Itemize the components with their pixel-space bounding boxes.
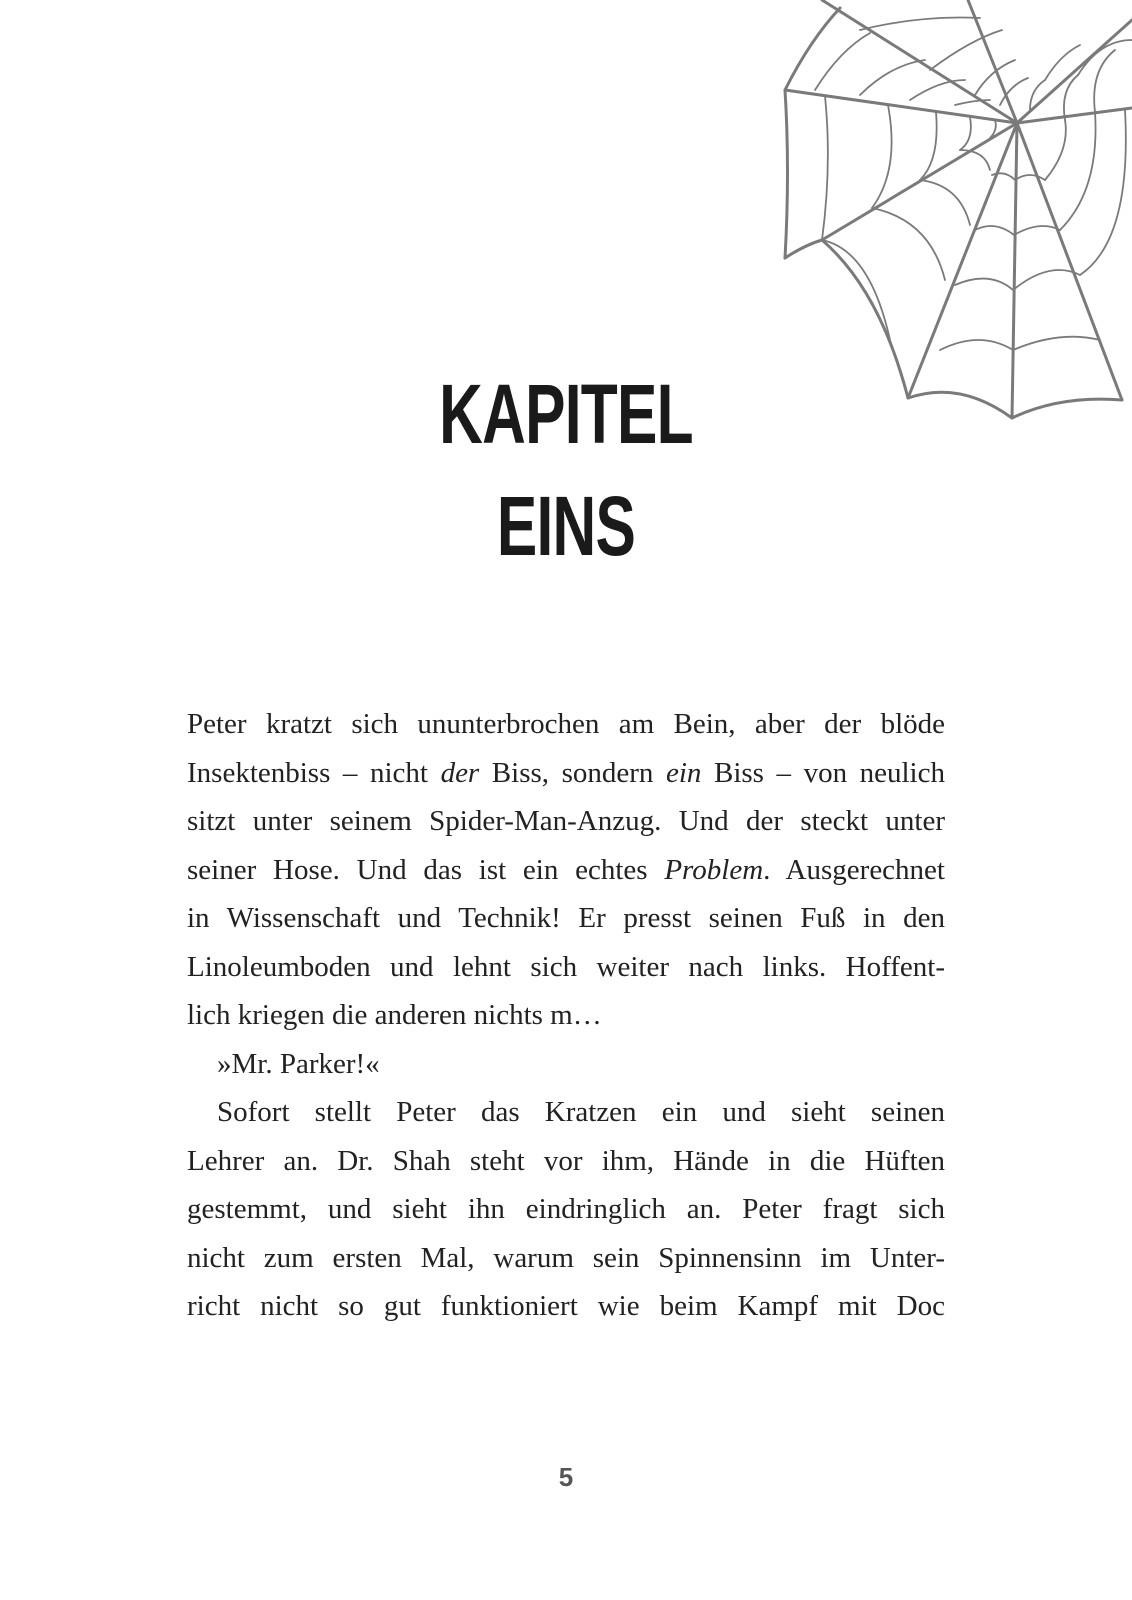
text-segment: richt nicht so gut funktioniert wie beim Kampf mit Doc: [187, 1290, 945, 1322]
text-line: [187, 749, 945, 798]
text-line: [187, 1234, 945, 1283]
text-segment: Linoleumboden und lehnt sich weiter nach links. Hoffent-: [187, 950, 945, 983]
paragraph: [187, 700, 945, 1040]
text-segment: Biss – von neulich: [701, 756, 945, 789]
body-text: [187, 700, 945, 1331]
text-line: [187, 894, 945, 943]
text-segment: Sofort stellt Peter das Kratzen ein und sieht seinen: [217, 1096, 945, 1128]
text-line: [187, 1282, 945, 1331]
emphasis-text: der: [440, 756, 480, 789]
text-segment: lich kriegen die anderen nichts m…: [187, 999, 602, 1031]
chapter-title-line-2: EINS: [496, 479, 636, 573]
page-number: 5: [558, 1462, 574, 1492]
emphasis-text: ein: [665, 756, 702, 789]
paragraph: [187, 1040, 945, 1089]
chapter-title: [158, 358, 973, 582]
text-segment: seiner Hose. Und das ist ein echtes: [187, 853, 665, 886]
text-segment: Insektenbiss – nicht: [187, 756, 441, 789]
text-segment: . Ausgerechnet: [763, 853, 945, 886]
text-line: [187, 991, 945, 1040]
text-line: [187, 797, 945, 846]
text-segment: Peter kratzt sich ununterbrochen am Bein, aber der blöde: [187, 708, 945, 740]
text-segment: nicht zum ersten Mal, warum sein Spinnensinn im Unter-: [187, 1241, 945, 1274]
text-segment: gestemmt, und sieht ihn eindringlich an. Peter fragt sich: [187, 1193, 945, 1225]
text-segment: »Mr. Parker!«: [217, 1047, 380, 1080]
text-line: [187, 1185, 945, 1234]
chapter-title-line-1: KAPITEL: [439, 367, 693, 461]
text-segment: in Wissenschaft und Technik! Er presst seinen Fuß in den: [187, 902, 945, 934]
paragraph: [187, 1088, 945, 1331]
text-line: [187, 700, 945, 749]
text-line: [187, 943, 945, 992]
text-segment: Biss, sondern: [479, 756, 666, 789]
text-segment: sitzt unter seinem Spider-Man-Anzug. Und der steckt unter: [187, 805, 945, 837]
text-line: [187, 846, 945, 895]
text-line: [187, 1088, 945, 1137]
text-line: [187, 1137, 945, 1186]
text-segment: Lehrer an. Dr. Shah steht vor ihm, Hände in die Hüften: [187, 1144, 945, 1177]
text-line: [187, 1040, 945, 1089]
spider-web-icon: [760, 0, 1132, 420]
emphasis-text: Problem: [664, 853, 764, 886]
